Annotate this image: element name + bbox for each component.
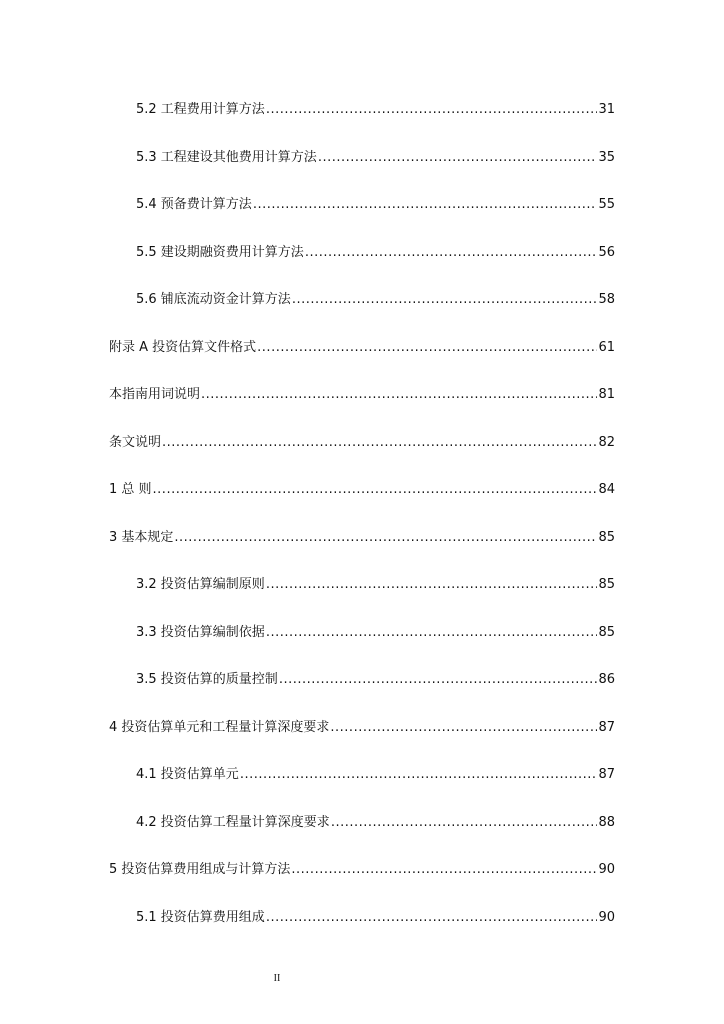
toc-entry[interactable] [136, 101, 615, 119]
toc-entry[interactable] [136, 814, 615, 832]
toc-entry[interactable] [136, 149, 615, 167]
toc-entry-page: 85 [598, 577, 615, 592]
dot-leader [305, 244, 598, 262]
dot-leader [153, 481, 598, 499]
toc-entry[interactable] [136, 909, 615, 927]
dot-leader [292, 291, 598, 309]
dot-leader [266, 909, 598, 927]
dot-leader [266, 576, 598, 594]
dot-leader [257, 339, 597, 357]
toc-entry[interactable] [136, 624, 615, 642]
toc-entry-page: 84 [598, 482, 615, 497]
toc-entry-title: 3.2 投资估算编制原则 [136, 577, 265, 592]
toc-entry-title: 5.1 投资估算费用组成 [136, 910, 265, 925]
toc-entry-title: 1 总 则 [109, 482, 152, 497]
toc-entry[interactable] [136, 291, 615, 309]
dot-leader [266, 101, 598, 119]
dot-leader [331, 814, 598, 832]
toc-entry-page: 90 [598, 910, 615, 925]
dot-leader [279, 671, 598, 689]
toc-entry-page: 88 [598, 815, 615, 830]
dot-leader [318, 149, 598, 167]
toc-entry[interactable] [136, 576, 615, 594]
toc-entry[interactable] [109, 861, 615, 879]
toc-entry-title: 3.3 投资估算编制依据 [136, 625, 265, 640]
toc-entry-title: 5.3 工程建设其他费用计算方法 [136, 150, 317, 165]
toc-entry[interactable] [109, 719, 615, 737]
toc-entry-page: 86 [598, 672, 615, 687]
toc-entry[interactable] [136, 671, 615, 689]
dot-leader [201, 386, 597, 404]
toc-entry-title: 条文说明 [109, 435, 162, 450]
dot-leader [330, 719, 597, 737]
toc-entry[interactable] [136, 766, 615, 784]
dot-leader [162, 434, 597, 452]
dot-leader [174, 529, 597, 547]
toc-entry-title: 本指南用词说明 [109, 387, 201, 402]
toc-entry-page: 85 [598, 530, 615, 545]
toc-entry-page: 31 [598, 102, 615, 117]
toc-entry-page: 90 [598, 862, 615, 877]
toc-entry-page: 87 [598, 767, 615, 782]
toc-entry-title: 5.4 预备费计算方法 [136, 197, 252, 212]
toc-entry[interactable] [109, 529, 615, 547]
toc-entry[interactable] [136, 244, 615, 262]
toc-entry-page: 82 [598, 435, 615, 450]
toc-entry-page: 87 [598, 720, 615, 735]
dot-leader [266, 624, 598, 642]
toc-entry-page: 61 [598, 340, 615, 355]
toc-entry[interactable] [109, 434, 615, 452]
toc-entry-title: 4.2 投资估算工程量计算深度要求 [136, 815, 330, 830]
toc-entry[interactable] [109, 481, 615, 499]
toc-entry-title: 5 投资估算费用组成与计算方法 [109, 862, 291, 877]
toc-entry-title: 3.5 投资估算的质量控制 [136, 672, 278, 687]
toc-entry-title: 4 投资估算单元和工程量计算深度要求 [109, 720, 330, 735]
toc-entry-page: 55 [598, 197, 615, 212]
toc-entry[interactable] [109, 339, 615, 357]
toc-entry-title: 4.1 投资估算单元 [136, 767, 239, 782]
toc-entry-page: 58 [598, 292, 615, 307]
page-number: II [273, 973, 281, 984]
toc-entry[interactable] [136, 196, 615, 214]
toc-entry-page: 81 [598, 387, 615, 402]
toc-entry[interactable] [109, 386, 615, 404]
dot-leader [291, 861, 597, 879]
toc-entry-title: 3 基本规定 [109, 530, 174, 545]
dot-leader [253, 196, 598, 214]
toc-entry-page: 35 [598, 150, 615, 165]
toc-entry-title: 5.2 工程费用计算方法 [136, 102, 265, 117]
toc-entry-title: 附录 A 投资估算文件格式 [109, 340, 257, 355]
toc-entry-page: 85 [598, 625, 615, 640]
dot-leader [240, 766, 598, 784]
toc-entry-page: 56 [598, 245, 615, 260]
toc-entry-title: 5.6 铺底流动资金计算方法 [136, 292, 291, 307]
toc-entry-title: 5.5 建设期融资费用计算方法 [136, 245, 304, 260]
